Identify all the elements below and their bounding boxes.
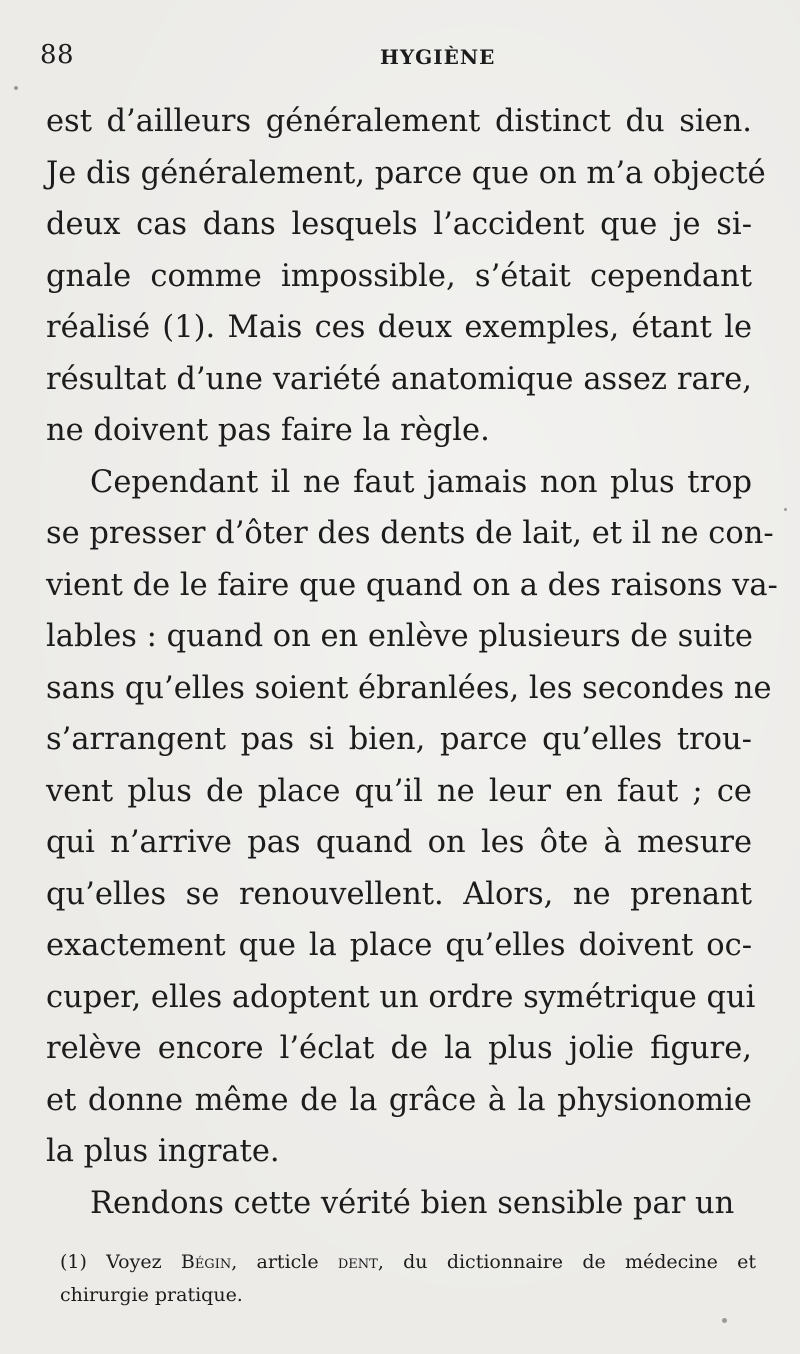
text-line: se presser d’ôter des dents de lait, et il ne con- bbox=[46, 516, 774, 551]
text-line: Je dis généralement, parce que on m’a objecté bbox=[46, 155, 766, 191]
footnote bbox=[60, 1246, 756, 1312]
text-line: la plus ingrate. bbox=[46, 1134, 280, 1169]
paper-speck bbox=[722, 1318, 727, 1323]
text-line: s’arrangent pas si bien, parce qu’elles trou- bbox=[46, 722, 752, 757]
text-line: qu’elles se renouvellent. Alors, ne prenant bbox=[46, 876, 752, 912]
footnote-line: chirurgie pratique. bbox=[60, 1284, 243, 1306]
text-line: lables : quand on en enlève plusieurs de suite bbox=[46, 619, 753, 654]
text-line: résultat d’une variété anatomique assez rare, bbox=[46, 361, 752, 397]
footnote-author: Bégin bbox=[180, 1251, 232, 1273]
text-line: vent plus de place qu’il ne leur en faut ; ce bbox=[46, 773, 752, 809]
footnote-middle: , article bbox=[231, 1251, 338, 1273]
text-line: cuper, elles adoptent un ordre symétrique qui bbox=[46, 979, 756, 1015]
text-line: sans qu’elles soient ébranlées, les secondes ne bbox=[46, 670, 772, 706]
text-line: vient de le faire que quand on a des raisons va- bbox=[46, 567, 778, 603]
text-line: gnale comme impossible, s’était cependant bbox=[46, 258, 752, 294]
paper-speck bbox=[784, 508, 787, 511]
text-line: réalisé (1). Mais ces deux exemples, étant le bbox=[46, 310, 752, 345]
text-line: qui n’arrive pas quand on les ôte à mesure bbox=[46, 825, 752, 860]
footnote-term: dent bbox=[337, 1251, 378, 1273]
paper-speck bbox=[14, 86, 18, 90]
text-line: et donne même de la grâce à la physionomie bbox=[46, 1082, 752, 1118]
page-header bbox=[40, 38, 760, 78]
text-line: ne doivent pas faire la règle. bbox=[46, 413, 490, 448]
body-text bbox=[46, 96, 778, 1229]
footnote-line bbox=[60, 1246, 756, 1279]
footnote-suffix: , du dictionnaire de médecine et bbox=[377, 1251, 756, 1273]
running-head: HYGIÈNE bbox=[380, 45, 496, 69]
text-line: relève encore l’éclat de la plus jolie figure, bbox=[46, 1031, 752, 1066]
text-line: exactement que la place qu’elles doivent oc- bbox=[46, 928, 752, 963]
page-number: 88 bbox=[40, 40, 75, 70]
text-line: deux cas dans lesquels l’accident que je si- bbox=[46, 207, 752, 242]
text-line: Cependant il ne faut jamais non plus trop bbox=[90, 464, 752, 500]
footnote-prefix: (1) Voyez bbox=[60, 1251, 181, 1273]
text-line: est d’ailleurs généralement distinct du sien. bbox=[46, 104, 752, 139]
text-line: Rendons cette vérité bien sensible par un bbox=[90, 1185, 735, 1221]
